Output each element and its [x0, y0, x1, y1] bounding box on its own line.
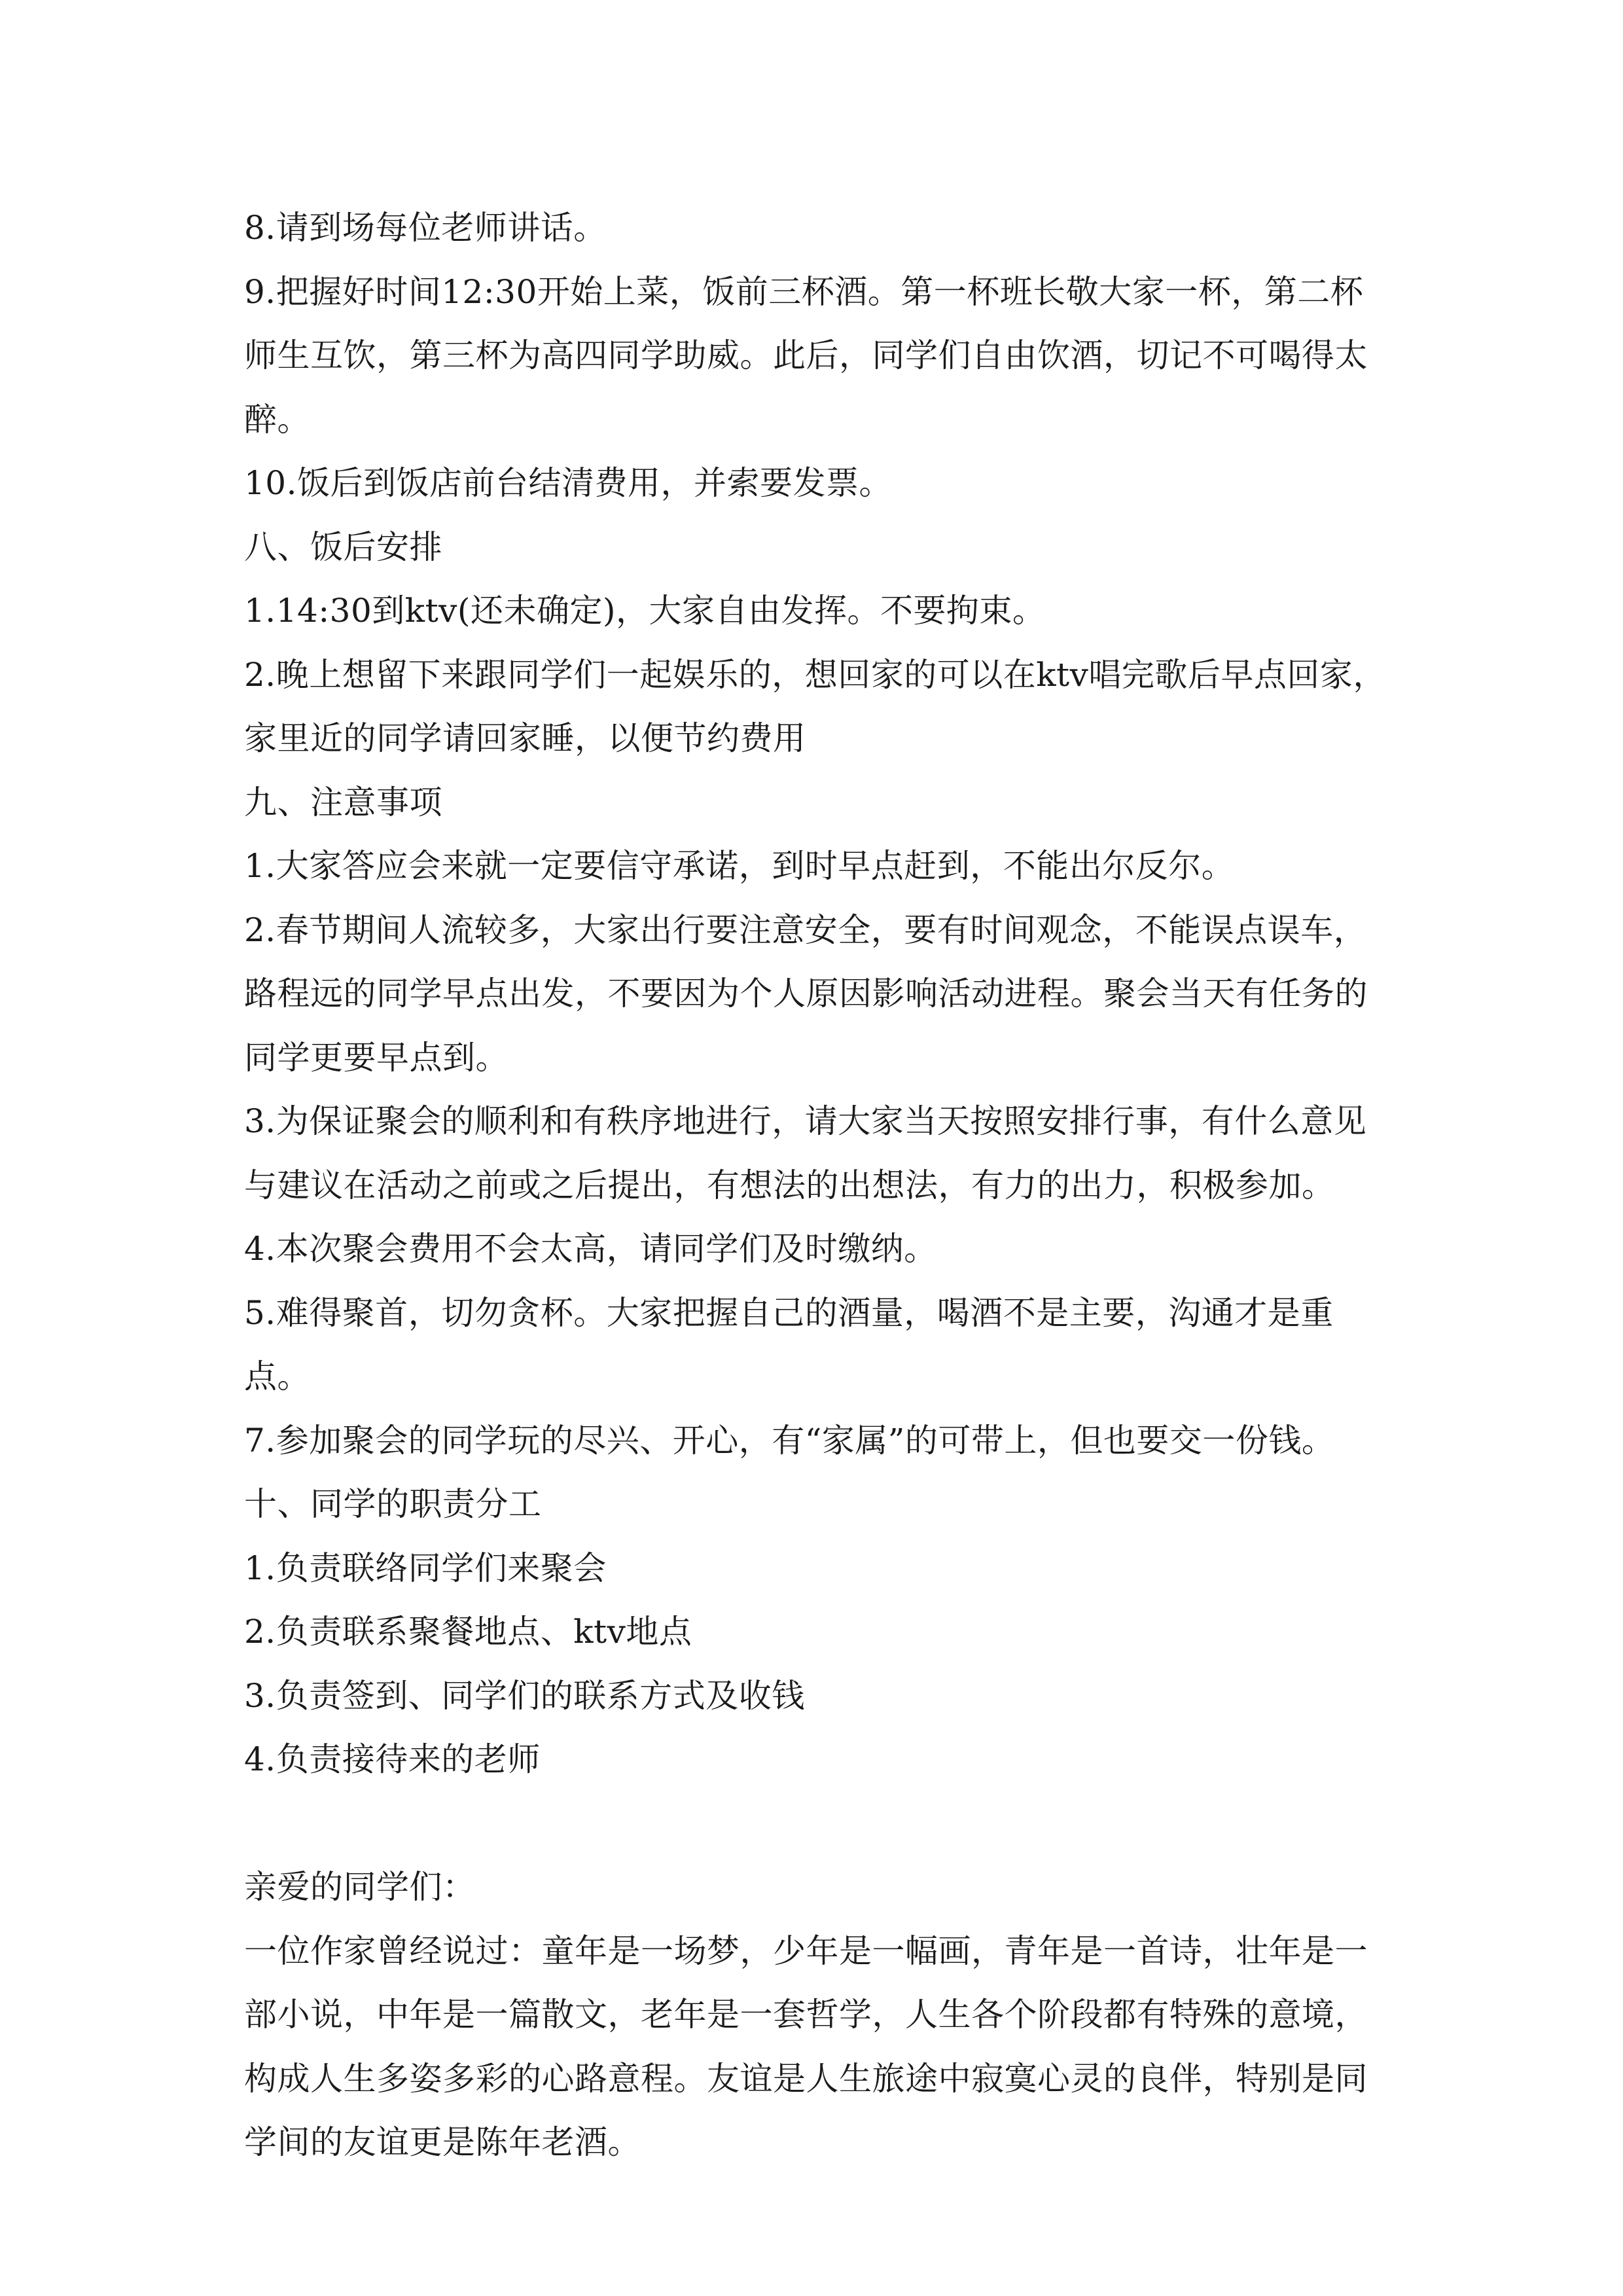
section-heading-duties: 十、同学的职责分工: [244, 1485, 542, 1523]
notes-item-2: 2.春节期间人流较多，大家出行要注意安全，要有时间观念，不能误点误车，路程远的同学早点出发，不要因为个人原因影响活动进程。聚会当天有任务的同学更要早点到。: [244, 910, 1368, 1077]
item-10-settle-bill: 10.饭后到饭店前台结清费用，并索要发票。: [244, 464, 893, 502]
after-meal-item-2: 2.晚上想留下来跟同学们一起娱乐的，想回家的可以在ktv唱完歌后早点回家，家里近的同学请回家睡，以便节约费用: [244, 655, 1386, 757]
notes-item-4: 4.本次聚会费用不会太高，请同学们及时缴纳。: [244, 1230, 937, 1268]
notes-item-7: 7.参加聚会的同学玩的尽兴、开心，有“家属”的可带上，但也要交一份钱。: [244, 1421, 1335, 1460]
paragraph-spacer: [244, 1792, 1396, 1856]
item-9-meal-time: 9.把握好时间12:30开始上菜，饭前三杯酒。第一杯班长敬大家一杯，第二杯师生互饮，第三杯为高四同学助威。此后，同学们自由饮酒，切记不可喝得太醉。: [244, 272, 1368, 439]
item-8-teachers-speech: 8.请到场每位老师讲话。: [244, 209, 607, 247]
notes-item-1: 1.大家答应会来就一定要信守承诺，到时早点赶到，不能出尔反尔。: [244, 847, 1235, 885]
document-body: [244, 196, 1396, 2175]
after-meal-item-1: 1.14:30到ktv(还未确定)，大家自由发挥。不要拘束。: [244, 592, 1046, 630]
section-heading-notes: 九、注意事项: [244, 783, 442, 821]
letter-paragraph: 一位作家曾经说过：童年是一场梦，少年是一幅画，青年是一首诗，壮年是一部小说，中年是一篇散文，老年是一套哲学，人生各个阶段都有特殊的意境，构成人生多姿多彩的心路意程。友谊是人生旅途中寂寞心灵的良伴，特别是同学间的友谊更是陈年老酒。: [244, 1931, 1368, 2161]
duty-item-3: 3.负责签到、同学们的联系方式及收钱: [244, 1676, 805, 1715]
letter-greeting: 亲爱的同学们：: [244, 1868, 476, 1906]
notes-item-5: 5.难得聚首，切勿贪杯。大家把握自己的酒量，喝酒不是主要，沟通才是重点。: [244, 1293, 1334, 1395]
duty-item-2: 2.负责联系聚餐地点、ktv地点: [244, 1613, 692, 1651]
section-heading-after-meal: 八、饭后安排: [244, 528, 442, 566]
notes-item-3: 3.为保证聚会的顺利和有秩序地进行，请大家当天按照安排行事，有什么意见与建议在活动之前或之后提出，有想法的出想法，有力的出力，积极参加。: [244, 1102, 1367, 1204]
duty-item-4: 4.负责接待来的老师: [244, 1740, 541, 1778]
duty-item-1: 1.负责联络同学们来聚会: [244, 1549, 607, 1587]
